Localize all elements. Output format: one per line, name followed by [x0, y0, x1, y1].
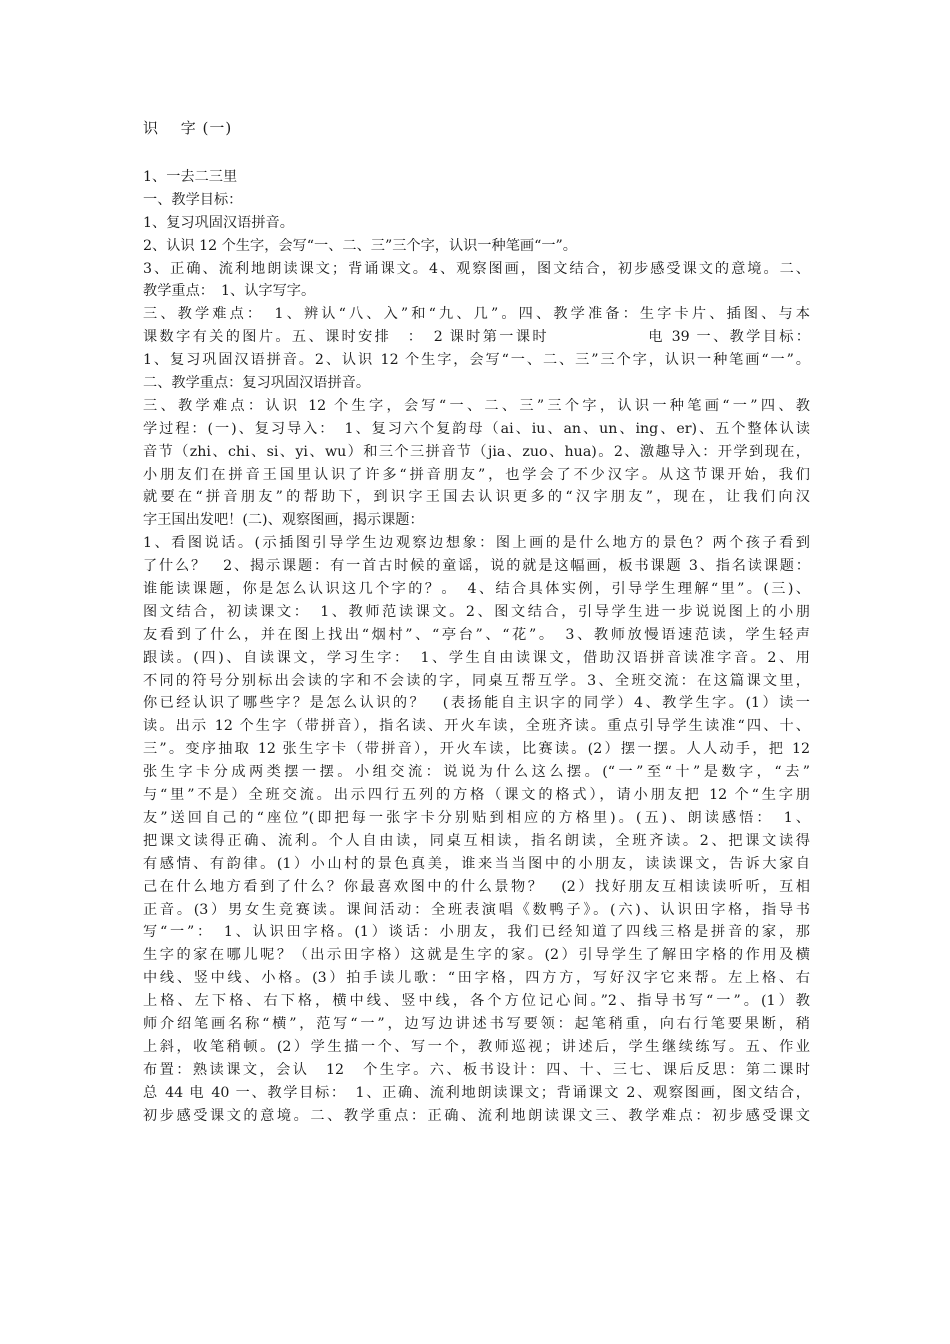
document-line: 小朋友们在拼音王国里认识了许多“拼音朋友”，也学会了不少汉字。从这节课开始，我们	[143, 466, 810, 483]
document-line: 三、教学难点： 1、辨认“八、入”和“九、几”。四、教学准备：生字卡片、插图、与本	[143, 306, 810, 323]
document-line: 三、教学难点：认识 12 个生字，会写“一、二、三”三个字，认识一种笔画“一”四、教	[143, 397, 810, 414]
document-line: 总 44 电 40 一、教学目标： 1、正确、流利地朗读课文；背诵课文 2、观察图画，图文结合，	[143, 1084, 810, 1101]
document-line: 3、正确、流利地朗读课文；背诵课文。4、观察图画，图文结合，初步感受课文的意境。二、	[143, 260, 810, 277]
document-line: 友看到了什么，并在图上找出“烟村”、“亭台”、“花”。 3、教师放慢语速范读，学生轻声	[143, 626, 810, 643]
document-line: 上格、左下格、右下格，横中线、竖中线，各个方位记心间。”2、指导书写“一”。(1）教	[143, 993, 810, 1010]
document-line: 二、教学重点：复习巩固汉语拼音。	[143, 375, 371, 392]
document-line: 教学重点： 1、认字写字。	[143, 283, 316, 300]
document-line: 课数字有关的图片。五、课时安排 ： 2 课时第一课时 电 39 一、教学目标：	[143, 329, 810, 346]
document-title: 识 字 (一)	[143, 119, 233, 137]
document-line: 正音。(3）男女生竞赛读。课间活动：全班表演唱《数鸭子》。(六)、认识田字格，指导书	[143, 901, 810, 918]
document-line: 你已经认识了哪些字？是怎么认识的？ (表扬能自主识字的同学）4、教学生字。(1）读一	[143, 695, 810, 712]
document-line: 学过程：(一)、复习导入： 1、复习六个复韵母（ai、iu、an、un、ing、er)、五个整体认读	[143, 420, 810, 437]
document-line: 就要在“拼音朋友”的帮助下，到识字王国去认识更多的“汉字朋友”，现在，让我们向汉	[143, 489, 810, 506]
document-line: 布置：熟读课文，会认 12 个生字。六、板书设计：四、十、三七、课后反思：第二课时	[143, 1061, 810, 1078]
document-line: 师介绍笔画名称“横”，范写“一”，边写边讲述书写要领：起笔稍重，向右行笔要果断，稍	[143, 1015, 810, 1032]
document-line: 写“一”： 1、认识田字格。(1）谈话：小朋友，我们已经知道了四线三格是拼音的家，那	[143, 924, 810, 941]
document-line: 1、复习巩固汉语拼音。2、认识 12 个生字，会写“一、二、三”三个字，认识一种笔画“一”。	[143, 352, 810, 369]
document-page	[143, 0, 810, 1344]
document-line: 三”。变序抽取 12 张生字卡（带拼音），开火车读，比赛读。(2）摆一摆。人人动手，把 12	[143, 741, 810, 758]
document-line: 己在什么地方看到了什么？你最喜欢图中的什么景物？ (2）找好朋友互相读读听听，互相	[143, 878, 810, 895]
document-line: 音节（zhi、chi、si、yi、wu）和三个三拼音节（jia、zuo、hua)。2、激趣导入：开学到现在，	[143, 443, 810, 460]
document-line: 生字的家在哪儿呢？（出示田字格）这就是生字的家。(2）引导学生了解田字格的作用及横	[143, 947, 810, 964]
document-line: 初步感受课文的意境。二、教学重点：正确、流利地朗读课文三、教学难点：初步感受课文	[143, 1107, 810, 1124]
document-line: 中线、竖中线、小格。(3）拍手读儿歌：“田字格，四方方，写好汉字它来帮。左上格、右	[143, 970, 810, 987]
document-body	[143, 166, 810, 1127]
document-line: 友”送回自己的“座位”(即把每一张字卡分别贴到相应的方格里)。(五)、朗读感悟： 1、	[143, 809, 810, 826]
document-line: 一、教学目标：	[143, 191, 243, 208]
document-line: 跟读。(四)、自读课文，学习生字： 1、学生自由读课文，借助汉语拼音读准字音。2、用	[143, 649, 810, 666]
document-line: 不同的符号分别标出会读的字和不会读的字，同桌互帮互学。3、全班交流：在这篇课文里，	[143, 672, 810, 689]
document-line: 图文结合，初读课文： 1、教师范读课文。2、图文结合，引导学生进一步说说图上的小朋	[143, 603, 810, 620]
document-line: 1、一去二三里	[143, 169, 238, 185]
document-line: 1、看图说话。(示插图引导学生边观察边想象：图上画的是什么地方的景色？两个孩子看到	[143, 535, 810, 552]
document-line: 张生字卡分成两类摆一摆。小组交流：说说为什么这么摆。(“一”至“十”是数字，“去”	[143, 764, 810, 781]
document-line: 读。出示 12 个生字（带拼音），指名读、开火车读，全班齐读。重点引导学生读准“四、十、	[143, 718, 810, 735]
document-line: 字王国出发吧！(二)、观察图画，揭示课题：	[143, 512, 424, 529]
document-line: 上斜，收笔稍顿。(2）学生描一个、写一个，教师巡视；讲述后，学生继续练写。五、作业	[143, 1038, 810, 1055]
document-line: 把课文读得正确、流利。个人自由读，同桌互相读，指名朗读，全班齐读。2、把课文读得	[143, 832, 810, 849]
document-line: 了什么？ 2、揭示课题：有一首古时候的童谣，说的就是这幅画，板书课题 3、指名读课题：	[143, 558, 810, 575]
document-line: 1、复习巩固汉语拼音。	[143, 214, 294, 231]
document-line: 2、认识 12 个生字，会写“一、二、三”三个字，认识一种笔画“一”。	[143, 237, 577, 254]
document-line: 谁能读课题，你是怎么认识这几个字的？。 4、结合具体实例，引导学生理解“里”。(三)、	[143, 581, 810, 598]
document-line: 与“里”不是）全班交流。出示四行五列的方格（课文的格式），请小朋友把 12 个“生字朋	[143, 787, 810, 804]
document-line: 有感情、有韵律。(1）小山村的景色真美，谁来当当图中的小朋友，读读课文，告诉大家自	[143, 855, 810, 872]
